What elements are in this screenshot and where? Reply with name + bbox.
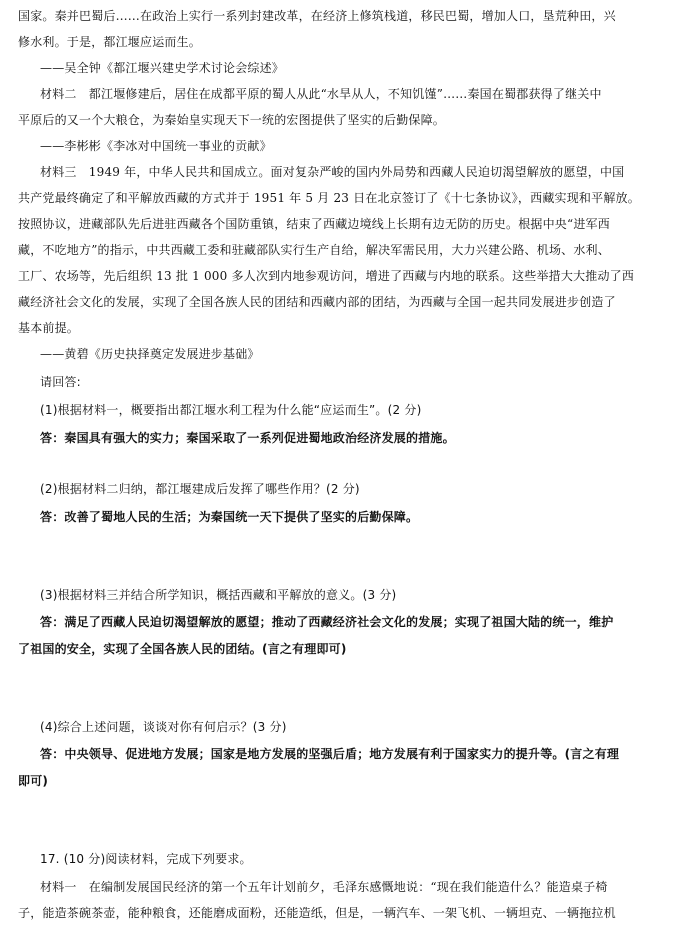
material-two-text-line: 材料二 都江堰修建后，居住在成都平原的蜀人从此“水旱从人，不知饥馑”……秦国在蜀郡获得了继关中: [40, 87, 602, 101]
material-three-text-line: 工厂、农场等，先后组织 13 批 1 000 多人次到内地参观访问，增进了西藏与内地的联系。这些举措大大推动了西: [18, 269, 635, 283]
source-citation-1: ——吴全钟《都江堰兴建史学术讨论会综述》: [40, 61, 285, 75]
question-17-material-line: 子，能造茶碗茶壶，能种粮食，还能磨成面粉，还能造纸，但是，一辆汽车、一架飞机、一辆坦克、一辆拖拉机: [18, 906, 616, 920]
material-one-text-line: 国家。秦并巴蜀后……在政治上实行一系列封建改革，在经济上修筑栈道，移民巴蜀，增加人口，垦荒种田，兴: [18, 9, 616, 23]
material-three-text-line: 材料三 1949 年，中华人民共和国成立。面对复杂严峻的国内外局势和西藏人民迫切渴望解放的愿望，中国: [40, 165, 625, 179]
answer-4-line: 答：中央领导、促进地方发展；国家是地方发展的坚强后盾；地方发展有利于国家实力的提升等。(言之有理: [40, 747, 620, 761]
question-17-material-line: 材料一 在编制发展国民经济的第一个五年计划前夕，毛泽东感慨地说：“现在我们能造什么？能造桌子椅: [40, 880, 608, 894]
answer-3-line: 了祖国的安全，实现了全国各族人民的团结。(言之有理即可): [18, 642, 347, 656]
material-three-text-line: 共产党最终确定了和平解放西藏的方式并于 1951 年 5 月 23 日在北京签订了《十七条协议》，西藏实现和平解放。: [18, 191, 640, 205]
material-one-text-line: 修水利。于是，都江堰应运而生。: [18, 35, 202, 49]
material-three-text-line: 藏，不吃地方”的指示，中共西藏工委和驻藏部队实行生产自给，解决军需民用，大力兴建公路、机场、水利、: [18, 243, 610, 257]
answer-3-line: 答：满足了西藏人民迫切渴望解放的愿望；推动了西藏经济社会文化的发展；实现了祖国大陆的统一，维护: [40, 615, 614, 629]
answer-2: 答：改善了蜀地人民的生活；为秦国统一天下提供了坚实的后勤保障。: [40, 510, 419, 524]
question-1: (1)根据材料一，概要指出都江堰水利工程为什么能“应运而生”。(2 分): [40, 403, 422, 417]
question-3: (3)根据材料三并结合所学知识，概括西藏和平解放的意义。(3 分): [40, 588, 397, 602]
question-2: (2)根据材料二归纳，都江堰建成后发挥了哪些作用？(2 分): [40, 482, 360, 496]
material-three-text-line: 按照协议，进藏部队先后进驻西藏各个国防重镇，结束了西藏边境线上长期有边无防的历史。根据中央“进军西: [18, 217, 610, 231]
prompt-please-answer: 请回答:: [40, 375, 81, 389]
source-citation-3: ——黄碧《历史抉择奠定发展进步基础》: [40, 347, 260, 361]
answer-1: 答：秦国具有强大的实力；秦国采取了一系列促进蜀地政治经济发展的措施。: [40, 431, 455, 445]
material-two-text-line: 平原后的又一个大粮仓，为秦始皇实现天下一统的宏图提供了坚实的后勤保障。: [18, 113, 446, 127]
material-three-text-line: 藏经济社会文化的发展，实现了全国各族人民的团结和西藏内部的团结，为西藏与全国一起共同发展进步创造了: [18, 295, 616, 309]
answer-4-line: 即可): [18, 774, 49, 788]
material-three-text-line: 基本前提。: [18, 321, 80, 335]
question-17-heading: 17. (10 分)阅读材料，完成下列要求。: [40, 852, 252, 866]
question-4: (4)综合上述问题，谈谈对你有何启示？(3 分): [40, 720, 287, 734]
source-citation-2: ——李彬彬《李冰对中国统一事业的贡献》: [40, 139, 272, 153]
